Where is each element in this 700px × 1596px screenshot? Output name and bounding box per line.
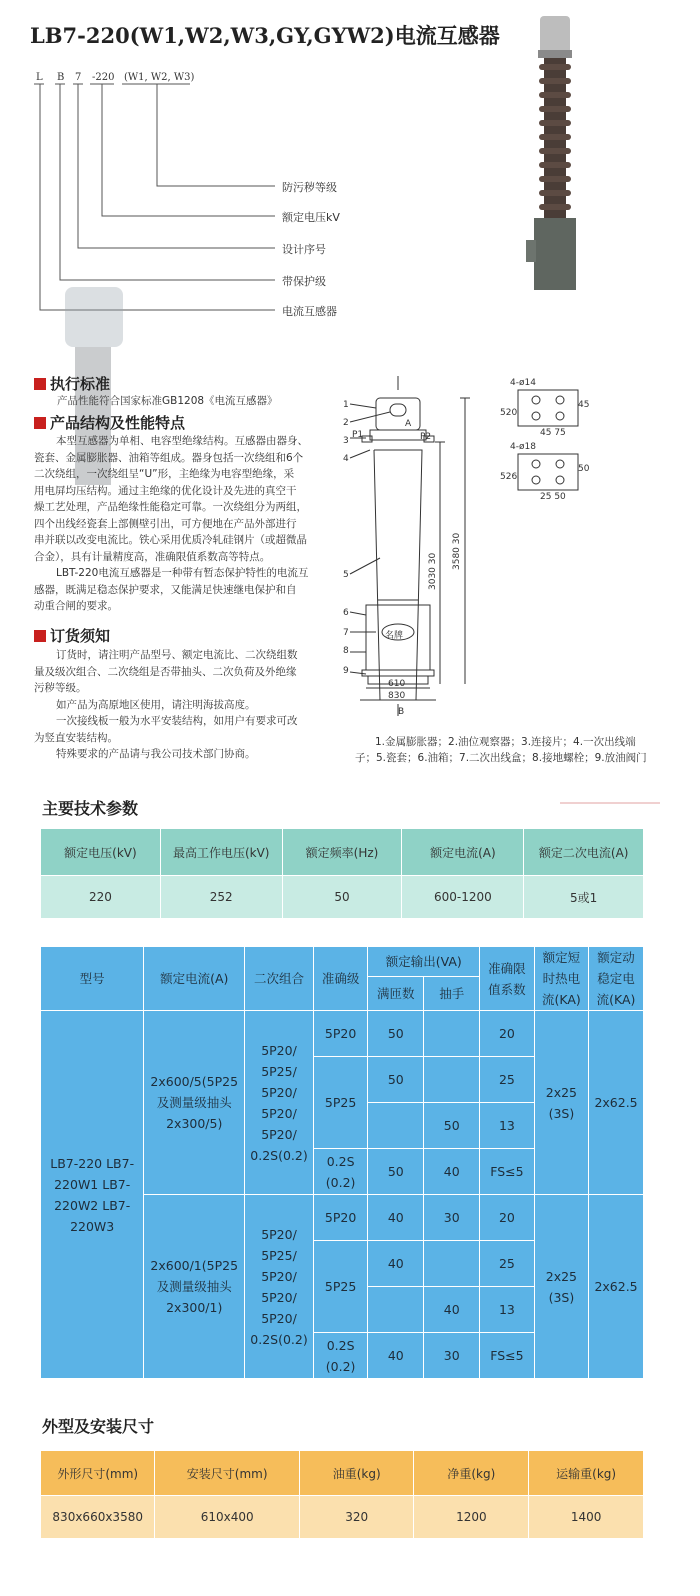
- code-part-w: (W1, W2, W3): [124, 72, 195, 83]
- code-part-l: L: [36, 72, 43, 83]
- diagram-legend-2: 子；5.瓷套；6.油箱；7.二次出线盒；8.接地螺栓；9.放油阀门: [355, 752, 647, 764]
- code-part-220: -220: [92, 72, 115, 83]
- spec-table: 型号 额定电流(A) 二次组合 准确级 额定输出(VA) 准确限值系数 额定短时热电流(KA) 额定动稳定电流(KA) 满匝数 抽手 LB7-220 LB7-220W1 LB7-220W2 LB7-220W3 2x600/5(5P25及测量级抽头2x300/5) 5P20/ 5P25/ 5P20/ 5P20/ 5P20/ 0.2S(0.2) 5P20 50 20 2x25 (3S) 2x62.5 5P25 50 25 50 13 0.2S (0.2) 50 40 FS≤5 2x600/1(5P25及测量级抽头2x300/1) 5P20/ 5P25/ 5P20/ 5P20/ 5P20/ 0.2S(0.2) 5P20 40 30 20 2x25 (3S) 2x62.5 5P25 40 25 40 13 0.2S (0.2) 40 30 FS≤5: [40, 946, 644, 1379]
- part-num-7: 7: [343, 628, 349, 638]
- main-params-heading: 主要技术参数: [42, 799, 139, 818]
- main-params-table: 额定电压(kV) 最高工作电压(kV) 额定频率(Hz) 额定电流(A) 额定二次电流(A) 220 252 50 600-1200 5或1: [40, 828, 644, 919]
- plate1-hole: 4-ø14: [510, 378, 536, 388]
- code-lines: [0, 0, 300, 320]
- dim-830: 830: [388, 691, 406, 701]
- part-num-8: 8: [343, 646, 349, 656]
- label-a: A: [405, 419, 412, 429]
- plate1-d1: 520: [500, 408, 518, 418]
- dim-610: 610: [388, 679, 406, 689]
- plate2-d3: 25 50: [540, 492, 566, 502]
- section-ordering-heading: 订货须知: [34, 625, 110, 646]
- plate2-d2: 50: [578, 464, 590, 474]
- code-part-b: B: [57, 72, 65, 83]
- label-nameplate: 名牌: [385, 631, 404, 641]
- product-photo: [520, 14, 590, 292]
- page-title: LB7-220(W1,W2,W3,GY,GYW2)电流互感器: [30, 23, 500, 48]
- code-explain-5: 电流互感器: [282, 305, 337, 318]
- dimensions-heading: 外型及安装尺寸: [42, 1417, 155, 1436]
- part-num-2: 2: [343, 418, 349, 428]
- diagram-legend-1: 1.金属膨胀器；2.油位观察器；3.连接片；4.一次出线端: [375, 736, 636, 748]
- part-num-9: 9: [343, 666, 349, 676]
- dimensions-table: 外形尺寸(mm) 安装尺寸(mm) 油重(kg) 净重(kg) 运输重(kg) 830x660x3580 610x400 320 1200 1400: [40, 1450, 644, 1539]
- code-part-7: 7: [75, 72, 82, 83]
- divider: [560, 802, 660, 804]
- code-explain-3: 设计序号: [282, 243, 326, 256]
- dim-3030: 3030 30: [428, 552, 438, 590]
- section-structure-heading: 产品结构及性能特点: [34, 412, 185, 433]
- dim-3580: 3580 30: [452, 532, 462, 570]
- part-num-4: 4: [343, 454, 349, 464]
- code-explain-1: 防污秽等级: [282, 181, 337, 194]
- label-p2: P2: [420, 432, 432, 442]
- red-square-icon: [34, 630, 46, 642]
- plate1-d2: 45: [578, 400, 590, 410]
- part-num-p1: P1: [352, 430, 364, 440]
- red-square-icon: [34, 378, 46, 390]
- code-explain-4: 带保护级: [282, 275, 326, 288]
- structure-paragraph: 本型互感器为单相、电容型绝缘结构。互感器由器身、 瓷套、金属膨胀器、油箱等组成。器身包括一次绕组和6个 二次绕组，一次绕组呈“U”形，主绝缘为电容型绝缘，采 用电屏均压结构。通过主绝缘的优化设计及先进的真空干 燥工艺处理，产品绝缘性能稳定可靠。一次绕组分为两组， 四个出线经瓷套上部侧壁引出，可方便地在产品外部进行 串并联以改变电流比。铁心采用优质冷轧硅钢片（或超微晶 合金），具有计量精度高，准确限值系数高等特点。 LBT-220电流互感器是一种带有暂态保护特性的电流互 感器，既满足稳态保护要求，又能满足快速继电保护和自 动重合闸的要求。: [34, 435, 309, 612]
- plate2-d1: 526: [500, 472, 518, 482]
- code-explain-2: 额定电压kV: [282, 211, 340, 224]
- part-num-5: 5: [343, 570, 349, 580]
- standard-text: 产品性能符合国家标准GB1208《电流互感器》: [57, 395, 278, 407]
- plate2-hole: 4-ø18: [510, 442, 536, 452]
- label-b: B: [398, 707, 405, 717]
- part-num-3: 3: [343, 436, 349, 446]
- red-square-icon: [34, 417, 46, 429]
- ordering-paragraph: 订货时，请注明产品型号、额定电流比、二次绕组数 量及级次组合、二次绕组是否带抽头、二次负荷及外绝缘 污秽等级。 如产品为高原地区使用，请注明海拔高度。 一次接线板一般为水平安装结构，如用户有要求可改 为竖直安装结构。 特殊要求的产品请与我公司技术部门协商。: [34, 649, 298, 760]
- part-num-1: 1: [343, 400, 349, 410]
- plate1-d3: 45 75: [540, 428, 566, 438]
- part-num-6: 6: [343, 608, 349, 618]
- section-standard-heading: 执行标准: [34, 373, 110, 394]
